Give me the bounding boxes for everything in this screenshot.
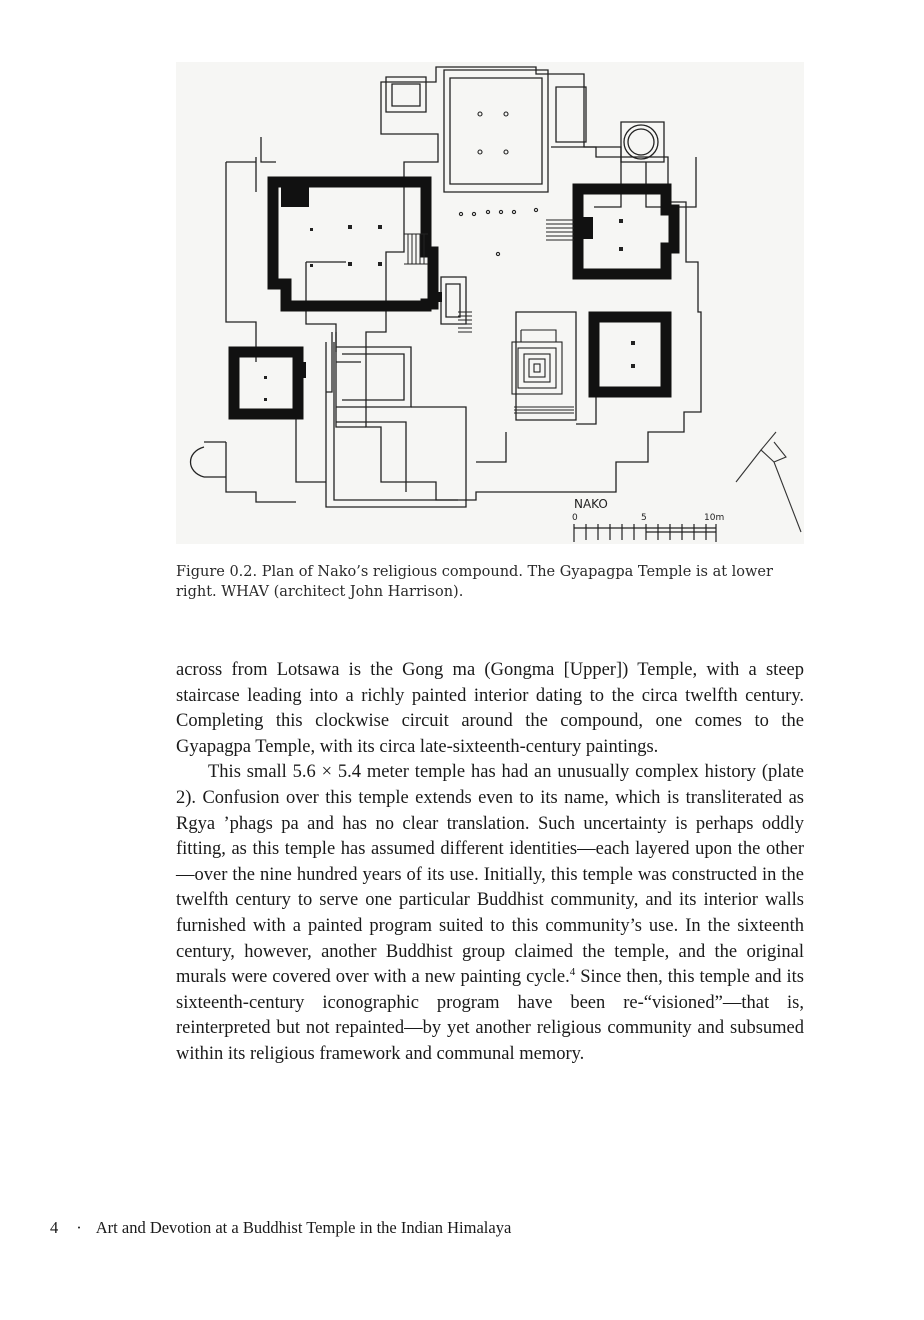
paragraph-2-part-1: This small 5.6 × 5.4 meter temple has had an unusually complex history (plate 2). Confusion over this temple extends even to its name, which is transliterated as Rgya ’phags pa and has no clear translation. Such uncertainty is perhaps oddly fitting, as this temple has assumed different identities—each layered upon the other—over the nine hundred years of its use. Initially, this temple was constructed in the twelfth century to serve one particular Buddhist community, and its interior walls furnished with a painted program suited to this community’s use. In the sixteenth century, however, another Buddhist group claimed the temple, and the original murals were covered over with a new painting cycle. (176, 762, 804, 988)
paragraph-2 (176, 760, 804, 1067)
figure-caption: Figure 0.2. Plan of Nako’s religious compound. The Gyapagpa Temple is at lower right. WHAV (architect John Harrison). (176, 564, 773, 600)
plan-label: NAKO (574, 497, 608, 511)
scale-label-0: 0 (572, 513, 578, 523)
scale-label-5: 5 (641, 513, 647, 523)
scale-label-10m: 10m (704, 513, 725, 523)
footer-separator: · (76, 1218, 82, 1237)
paragraph-1: across from Lotsawa is the Gong ma (Gongma [Upper]) Temple, with a steep staircase leading into a richly painted interior dating to the circa twelfth century. Completing this clockwise circuit around the compound, one comes to the Gyapagpa Temple, with its circa late-sixteenth-century paintings. (176, 660, 804, 757)
page-number: 4 (50, 1218, 59, 1237)
page-footer (50, 1218, 511, 1238)
site-plan-drawing (176, 62, 804, 544)
running-title: Art and Devotion at a Buddhist Temple in the Indian Himalaya (95, 1218, 512, 1237)
paragraph-2-part-2: Since then, this temple and its sixteenth-century iconographic program have been re-“visioned”—that is, reinterpreted but not repainted—by yet another religious community and subsumed within its religious framework and communal memory. (176, 967, 804, 1064)
site-plan-figure (176, 62, 804, 544)
body-text (176, 658, 804, 1068)
footnote-ref[interactable]: 4 (569, 965, 576, 978)
